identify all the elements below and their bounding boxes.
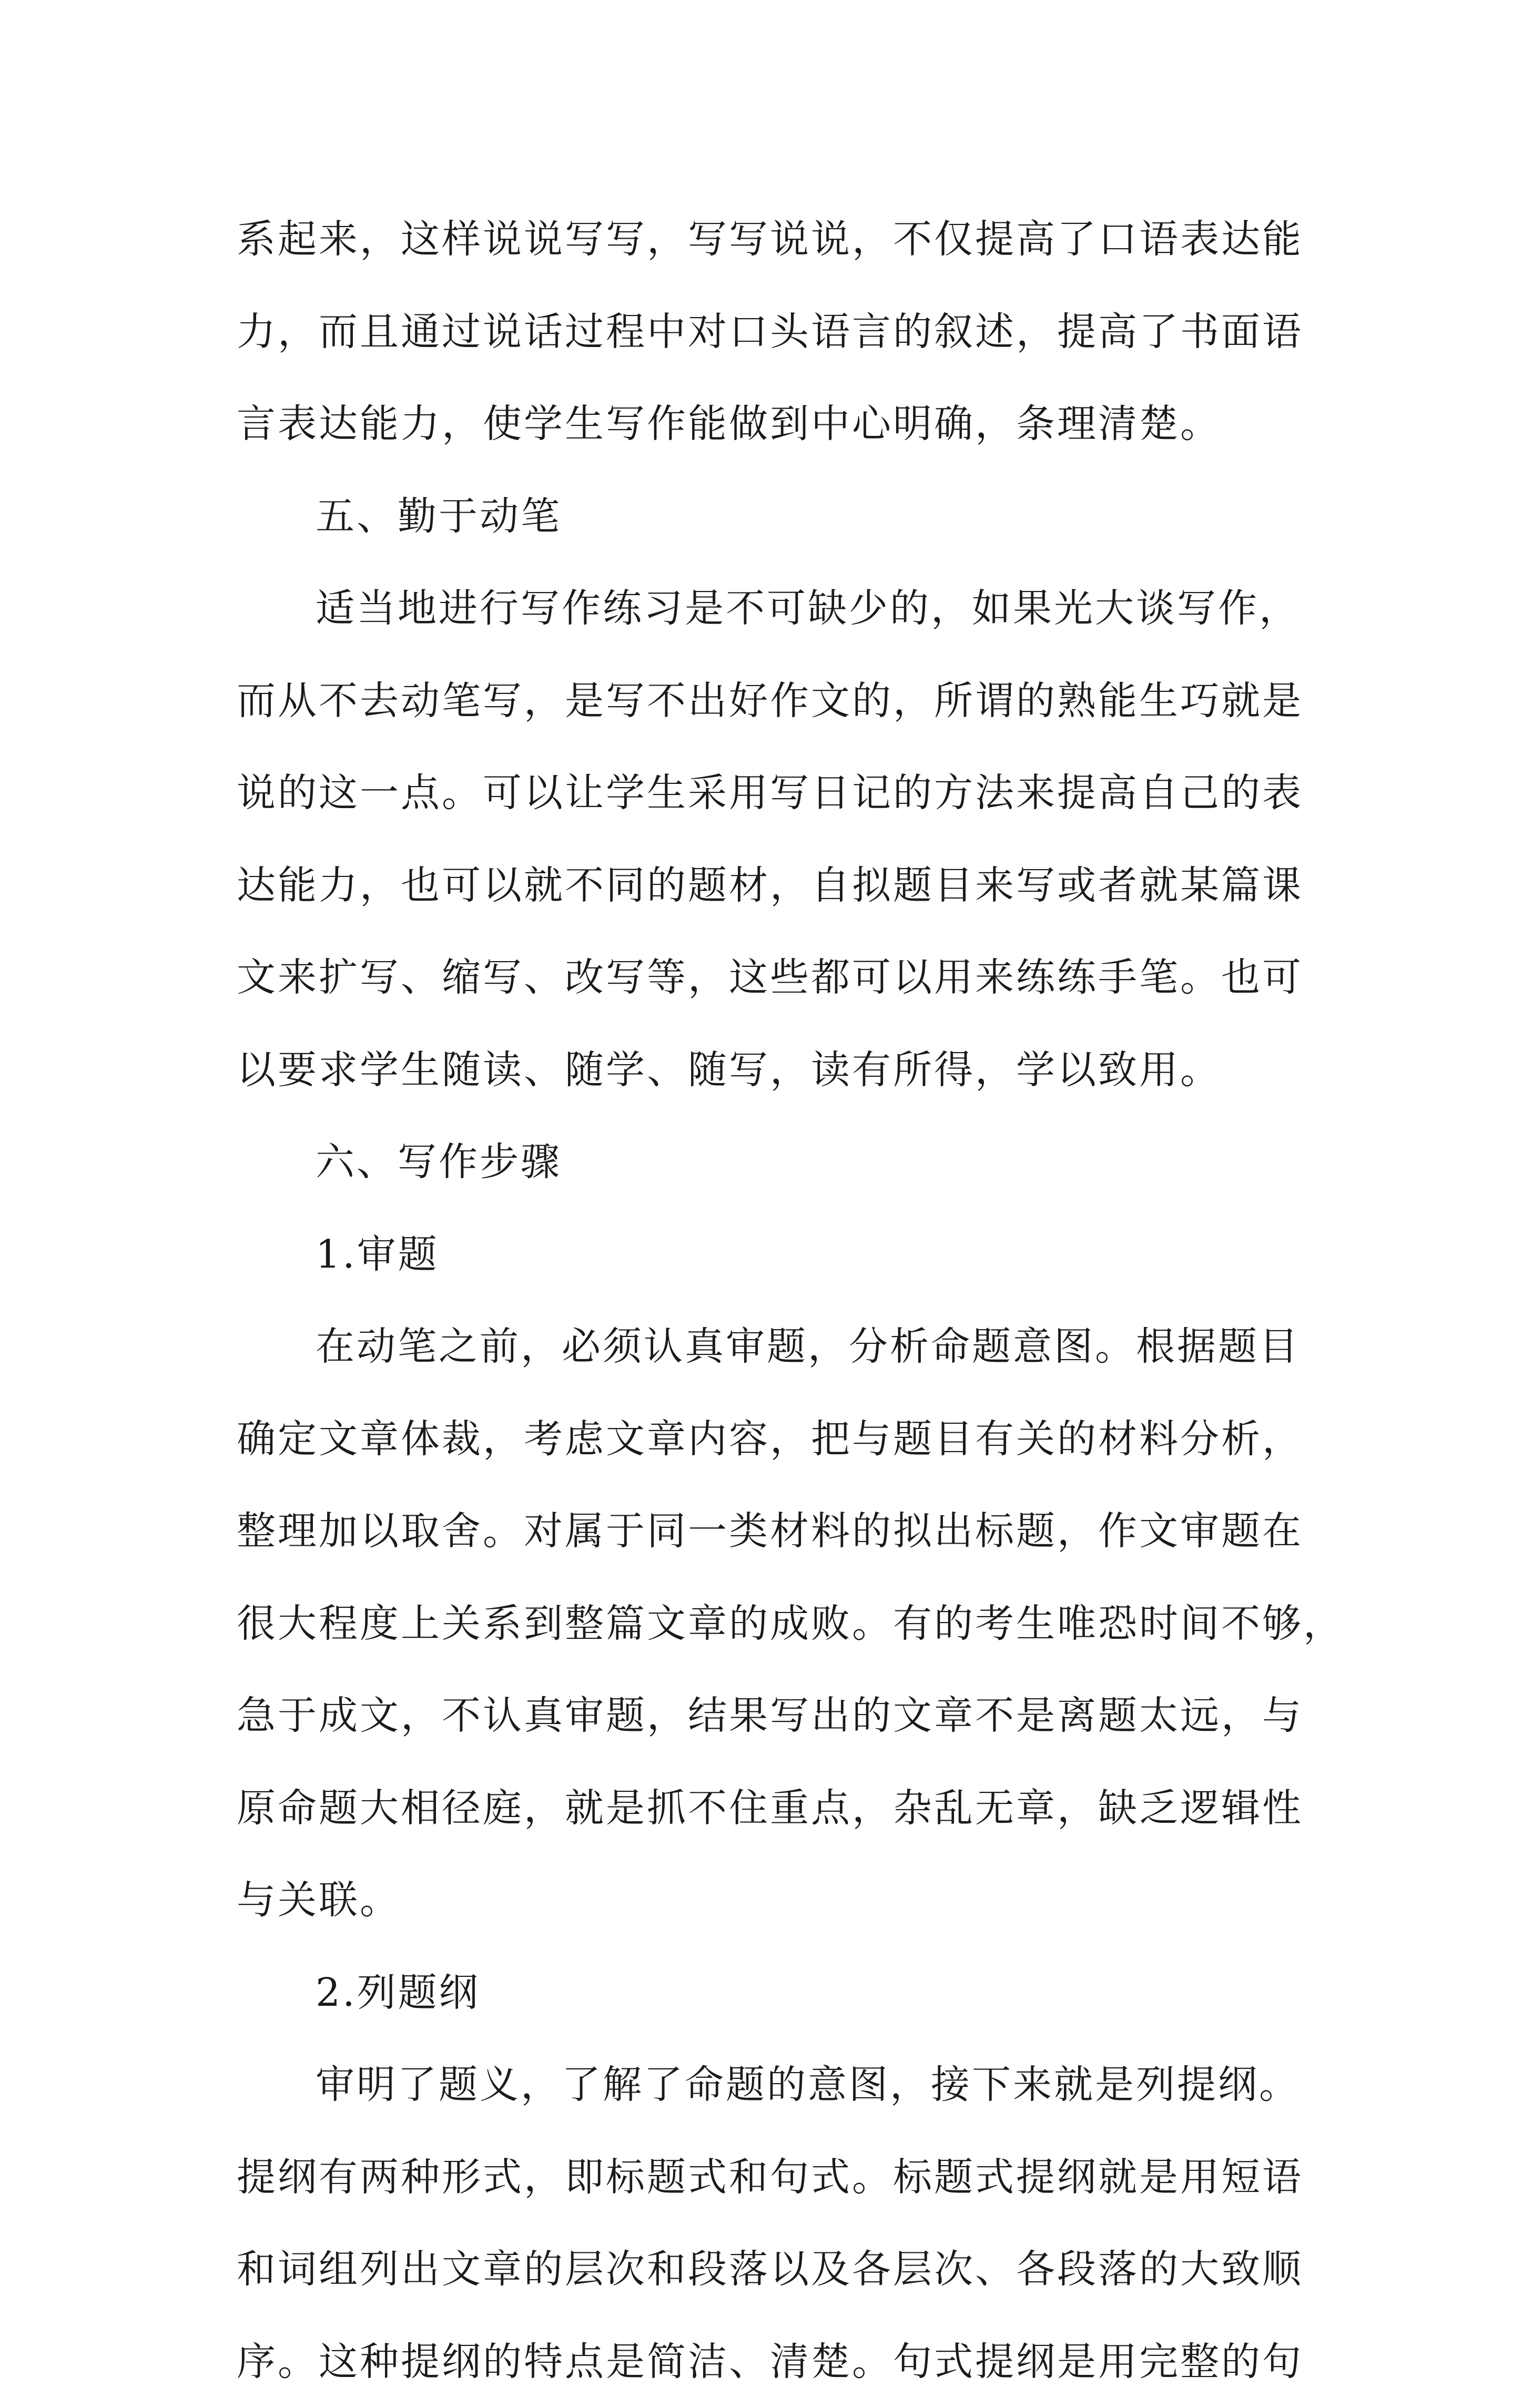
section-heading: 五、勤于动笔 [237, 471, 1294, 563]
paragraph-line: 言表达能力，使学生写作能做到中心明确，条理清楚。 [237, 378, 1294, 471]
paragraph-line: 系起来，这样说说写写，写写说说，不仅提高了口语表达能 [237, 193, 1294, 286]
paragraph-line: 整理加以取舍。对属于同一类材料的拟出标题，作文审题在 [237, 1485, 1294, 1578]
paragraph-line: 序。这种提纲的特点是简洁、清楚。句式提纲是用完整的句 [237, 2316, 1294, 2408]
subsection-heading: 2.列题纲 [237, 1947, 1294, 2039]
paragraph-line: 急于成文，不认真审题，结果写出的文章不是离题太远，与 [237, 1670, 1294, 1762]
paragraph-line: 和词组列出文章的层次和段落以及各层次、各段落的大致顺 [237, 2223, 1294, 2316]
paragraph-line: 审明了题义，了解了命题的意图，接下来就是列提纲。 [237, 2039, 1294, 2131]
paragraph-line: 适当地进行写作练习是不可缺少的，如果光大谈写作， [237, 563, 1294, 655]
document-body [237, 193, 1294, 2408]
paragraph-line: 与关联。 [237, 1854, 1294, 1947]
paragraph-line: 达能力，也可以就不同的题材，自拟题目来写或者就某篇课 [237, 840, 1294, 932]
paragraph-line: 力，而且通过说话过程中对口头语言的叙述，提高了书面语 [237, 286, 1294, 379]
subsection-heading: 1.审题 [237, 1209, 1294, 1301]
paragraph-line: 在动笔之前，必须认真审题，分析命题意图。根据题目 [237, 1301, 1294, 1393]
paragraph-line: 以要求学生随读、随学、随写，读有所得，学以致用。 [237, 1024, 1294, 1117]
paragraph-line: 确定文章体裁，考虑文章内容，把与题目有关的材料分析， [237, 1393, 1294, 1486]
paragraph-line: 而从不去动笔写，是写不出好作文的，所谓的熟能生巧就是 [237, 655, 1294, 748]
paragraph-line: 文来扩写、缩写、改写等，这些都可以用来练练手笔。也可 [237, 932, 1294, 1024]
paragraph-line: 提纲有两种形式，即标题式和句式。标题式提纲就是用短语 [237, 2131, 1294, 2224]
section-heading: 六、写作步骤 [237, 1116, 1294, 1209]
paragraph-line: 原命题大相径庭，就是抓不住重点，杂乱无章，缺乏逻辑性 [237, 1762, 1294, 1855]
paragraph-line: 说的这一点。可以让学生采用写日记的方法来提高自己的表 [237, 747, 1294, 840]
paragraph-line: 很大程度上关系到整篇文章的成败。有的考生唯恐时间不够， [237, 1578, 1294, 1670]
